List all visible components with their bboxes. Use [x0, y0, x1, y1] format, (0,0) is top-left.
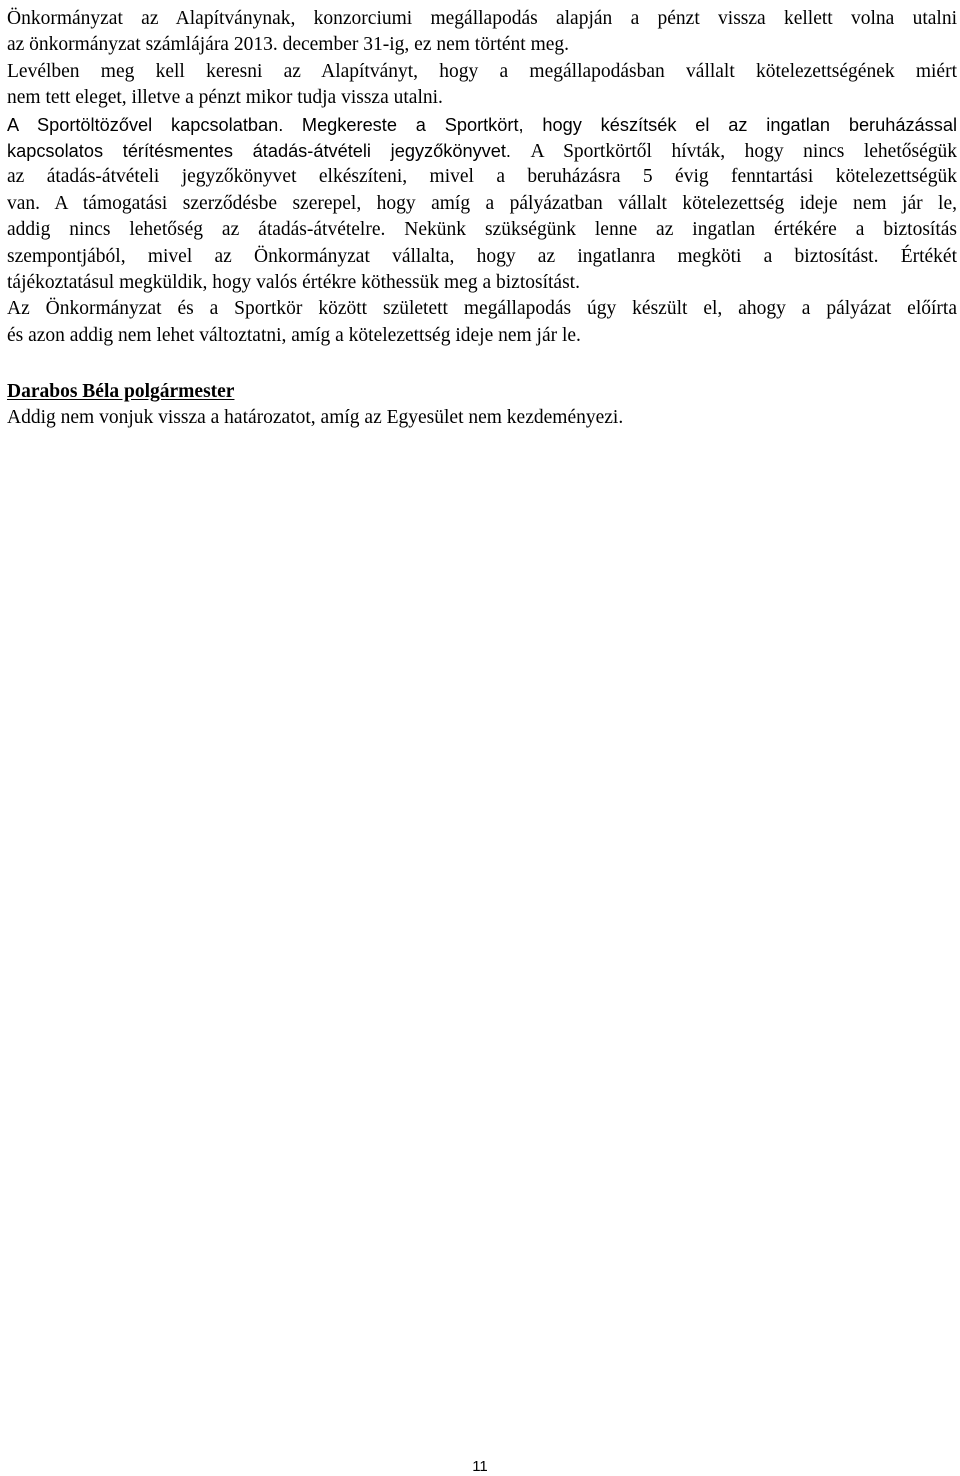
paragraph-line: Levélben meg kell keresni az Alapítványt, hogy a megállapodásban vállalt kötelezettségének miért: [7, 60, 957, 82]
paragraph-line: Az Önkormányzat és a Sportkör között született megállapodás úgy készült el, ahogy a pályázat előírta: [7, 298, 957, 320]
paragraph-text: kapcsolatos térítésmentes átadás-átvételi jegyzőkönyvet.: [7, 140, 511, 161]
speaker-statement: Addig nem vonjuk vissza a határozatot, amíg az Egyesület nem kezdeményezi.: [7, 407, 624, 429]
paragraph-line: Önkormányzat az Alapítványnak, konzorciumi megállapodás alapján a pénzt vissza kellett volna utalni: [7, 8, 957, 29]
paragraph-line: tájékoztatásul megküldik, hogy valós értékre köthessük meg a biztosítást.: [7, 271, 580, 293]
sportoltozo-intro: A Sportöltözővel kapcsolatban.: [7, 114, 284, 135]
paragraph-line-mixed: [7, 138, 957, 164]
page-number: 11: [472, 1458, 488, 1475]
paragraph-spacer: [7, 349, 957, 379]
paragraph-text: A Sportkörtől hívták, hogy nincs lehetőségük: [530, 140, 957, 162]
speaker-heading-line: [7, 379, 957, 405]
paragraph-line: addig nincs lehetőség az átadás-átvételre. Nekünk szükségünk lenne az ingatlan értékére a biztosítás: [7, 219, 957, 241]
paragraph-line: és azon addig nem lehet változtatni, amíg a kötelezettség ideje nem jár le.: [7, 324, 581, 346]
paragraph-line: az önkormányzat számlájára 2013. december 31-ig, ez nem történt meg.: [7, 34, 570, 56]
paragraph-line: az átadás-átvételi jegyzőkönyvet elkészíteni, mivel a beruházásra 5 évig fenntartási kötelezettségük: [7, 166, 957, 188]
paragraph-line: nem tett eleget, illetve a pénzt mikor tudja vissza utalni.: [7, 87, 443, 109]
paragraph-text: Megkereste a Sportkört, hogy készítsék el az ingatlan beruházással: [301, 114, 958, 135]
paragraph-line: van. A támogatási szerződésbe szerepel, hogy amíg a pályázatban vállalt kötelezettség ideje nem jár le,: [7, 192, 957, 214]
paragraph-line-mixed: [7, 112, 957, 138]
speaker-heading: Darabos Béla polgármester: [7, 381, 235, 403]
document-body: [7, 6, 957, 432]
paragraph-line: szempontjából, mivel az Önkormányzat vállalta, hogy az ingatlanra megköti a biztosítást. Értékét: [7, 245, 957, 267]
